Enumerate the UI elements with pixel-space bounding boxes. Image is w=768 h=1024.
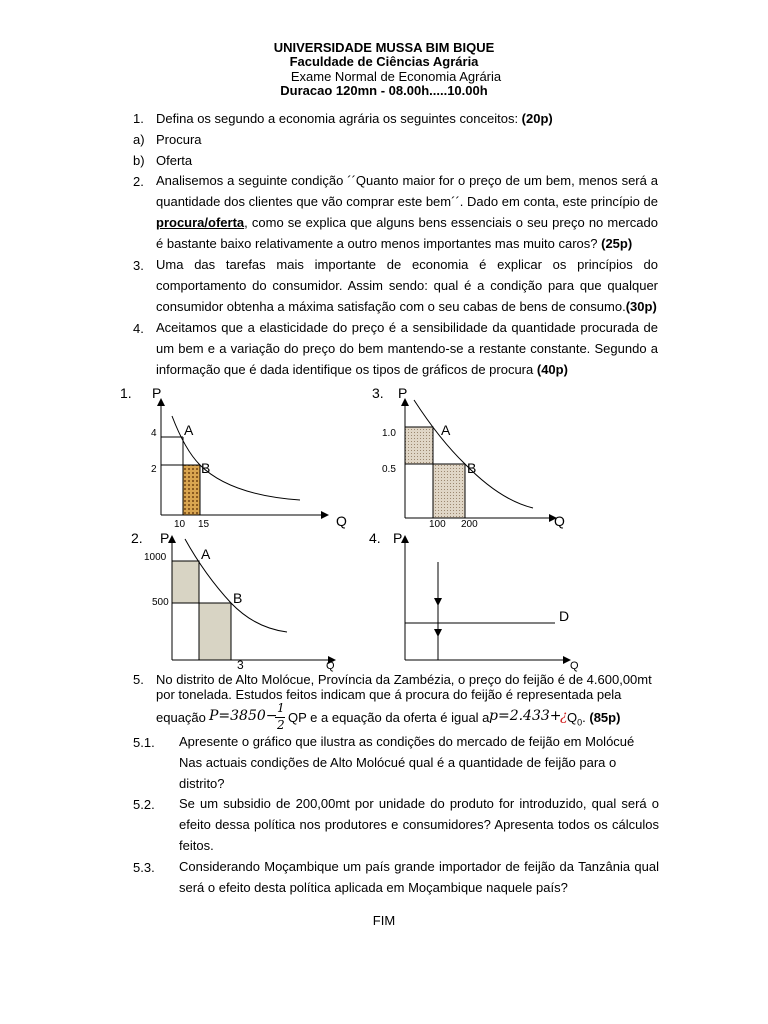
graph-2-y-hi: 1000: [144, 552, 167, 563]
q2-points: (25p): [601, 236, 633, 251]
graph-3-y-hi: 1.0: [382, 428, 396, 439]
q2-body-1: Analisemos a seguinte condição ´´Quanto maior for o preço de um bem, menos será a quantidade dos clientes que vão comprar este bem´´. Dado em conta, este princípio de: [156, 173, 658, 209]
graph-3-p-label: P: [398, 385, 408, 401]
q3-number: 3.: [133, 258, 144, 273]
graph-4-number: 4.: [369, 530, 381, 546]
graph-2: [131, 530, 335, 672]
graph-4-p-label: P: [393, 530, 403, 546]
q53-number: 5.3.: [133, 860, 155, 875]
q1-number: 1.: [133, 111, 144, 126]
graph-3-area-b: [433, 464, 465, 518]
graph-1-area: [183, 465, 200, 515]
graph-4-q-label: Q: [570, 660, 579, 672]
q5-points: (85p): [589, 710, 621, 725]
q1a-label: a): [133, 132, 145, 147]
q5-line-1: No distrito de Alto Molócue, Província da Zambézia, o preço do feijão é de 4.600,00mt: [156, 672, 652, 687]
graph-2-y-lo: 500: [152, 597, 169, 608]
q3-body: Uma das tarefas mais importante de economia é explicar os princípios do comportamento do consumidor. Assim sendo: qual é a condição para que qualquer consumidor obtenha a máxima satisfação com o seu cabas de bens de consumo.: [156, 257, 658, 314]
q2-number: 2.: [133, 174, 144, 189]
graph-3: [372, 385, 565, 530]
q5-number: 5.: [133, 672, 144, 687]
graph-3-point-b: B: [467, 460, 477, 476]
q5-frac-den: 2: [277, 718, 285, 732]
q1-text: [156, 111, 553, 126]
q5-eq-demand: P=3850−: [209, 708, 278, 724]
q2-emphasis: procura/oferta: [156, 215, 245, 230]
q1b-text: Oferta: [156, 153, 193, 168]
q51-number: 5.1.: [133, 735, 155, 750]
graph-4-arrow-down-2: [434, 629, 442, 637]
q1a-text: Procura: [156, 132, 202, 147]
graph-1-x-lo: 10: [174, 519, 186, 530]
graph-2-area-b: [199, 603, 231, 660]
q5-frac-num: 1: [277, 701, 285, 715]
graph-3-area-a: [405, 427, 433, 464]
q51-text-2: Nas actuais condições de Alto Molócué qual é a quantidade de feijão para o distrito?: [179, 755, 617, 791]
graph-1-x-hi: 15: [198, 519, 210, 530]
q3-text: [156, 254, 658, 317]
graph-2-point-b: B: [233, 590, 243, 606]
graph-3-q-label: Q: [554, 513, 565, 529]
graph-3-point-a: A: [441, 422, 451, 438]
graph-2-p-label: P: [160, 530, 170, 546]
graph-1-point-a: A: [184, 422, 194, 438]
q5-eq-mid: QP e a equação da oferta é igual a: [288, 710, 490, 725]
graph-3-x-hi: 200: [461, 519, 478, 530]
q5-eq-sub: 0: [577, 717, 583, 728]
q4-text: [156, 317, 658, 380]
q5-eq-supply: p=2.433+: [489, 708, 562, 724]
q52-text: Se um subsidio de 200,00mt por unidade do produto for introduzido, qual será o efeito dessa política nos produtores e consumidores? Apresenta todos os cálculos feitos.: [179, 796, 659, 853]
q5-eq-mark: ¿: [560, 708, 568, 724]
graph-4-arrow-down-1: [434, 598, 442, 606]
graph-1: [120, 385, 347, 530]
graph-1-point-b: B: [201, 460, 211, 476]
q1b-label: b): [133, 153, 145, 168]
q1-body: Defina os segundo a economia agrária os seguintes conceitos:: [156, 111, 522, 126]
q1-points: (20p): [521, 111, 553, 126]
q2-text: [156, 170, 658, 254]
graph-4-d-label: D: [559, 608, 570, 624]
q5-line-2: por tonelada. Estudos feitos indicam que á procura do feijão é representada pela: [156, 687, 622, 702]
graph-2-number: 2.: [131, 530, 143, 546]
q2-body-2: , como se explica que alguns bens essenciais o seu preço no mercado é bastante baixo relativamente a outro menos importantes mas muito caros?: [156, 215, 658, 251]
graph-1-q-label: Q: [336, 513, 347, 529]
graph-3-y-lo: 0.5: [382, 464, 396, 475]
graph-3-number: 3.: [372, 385, 384, 401]
exam-duration: Duracao 120mn - 08.00h.....10.00h: [280, 83, 488, 98]
q5-eq-tail2: .: [582, 710, 590, 725]
q52-number: 5.2.: [133, 797, 155, 812]
q4-body: Aceitamos que a elasticidade do preço é a sensibilidade da quantidade procurada de um bem e a variação do preço do bem mantendo-se a restante constante. Segundo a informação que é dada identifique os tipos de gráficos de procura: [156, 320, 658, 377]
q5-eq-prefix: equação: [156, 710, 206, 725]
graph-1-number: 1.: [120, 385, 132, 401]
graph-2-area-a: [172, 561, 199, 603]
q51-text-1: Apresente o gráfico que ilustra as condições do mercado de feijão em Molócué: [179, 734, 635, 749]
demand-graphs: [0, 378, 768, 673]
q4-number: 4.: [133, 321, 144, 336]
q5-eq-tail: Q: [567, 710, 578, 725]
exam-title: Exame Normal de Economia Agrária: [290, 69, 502, 84]
graph-2-point-a: A: [201, 546, 211, 562]
q53-text: Considerando Moçambique um país grande importador de feijão da Tanzânia qual será o efeito desta política aplicada em Moçambique naquele país?: [179, 859, 659, 895]
faculty-name: Faculdade de Ciências Agrária: [289, 54, 479, 69]
graph-2-q-label: Q: [326, 660, 335, 672]
graph-2-x-lo: 3: [237, 658, 244, 672]
q3-points: (30p): [625, 299, 657, 314]
graph-1-y-lo: 2: [151, 464, 157, 475]
graph-4: [369, 530, 579, 672]
graph-3-x-lo: 100: [429, 519, 446, 530]
graph-1-p-label: P: [152, 385, 162, 401]
end-marker: FIM: [372, 913, 396, 928]
graph-1-y-hi: 4: [151, 428, 157, 439]
university-name: UNIVERSIDADE MUSSA BIM BIQUE: [273, 40, 495, 55]
q4-points: (40p): [536, 362, 568, 377]
